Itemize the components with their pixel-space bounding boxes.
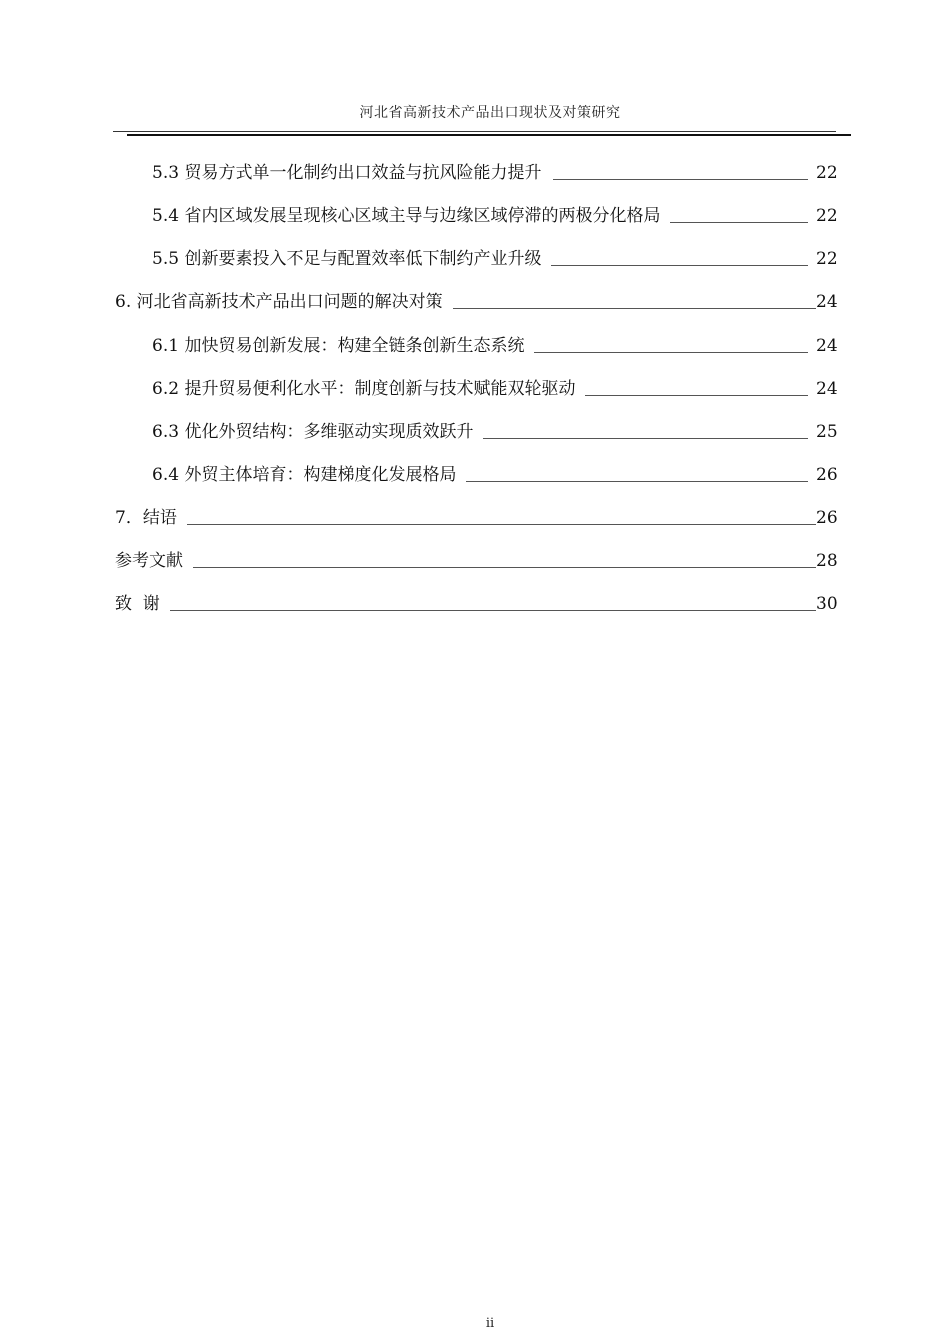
page-footer-number: ii — [485, 1316, 495, 1331]
toc-leader-line — [534, 351, 808, 353]
toc-page-number: 30 — [816, 594, 838, 614]
toc-entry-label: 7．结语 — [115, 508, 177, 528]
toc-entry-5-4 — [152, 201, 836, 227]
toc-page-number: 24 — [816, 292, 838, 312]
toc-entry-label: 6. 河北省高新技术产品出口问题的解决对策 — [115, 292, 443, 312]
toc-leader-line — [466, 480, 808, 482]
toc-page-number: 22 — [816, 163, 838, 183]
running-header: 河北省高新技术产品出口现状及对策研究 — [359, 105, 621, 121]
toc-entry-chapter-6 — [115, 287, 836, 313]
toc-entry-label: 6.3 优化外贸结构：多维驱动实现质效跃升 — [152, 422, 474, 442]
toc-leader-line — [170, 609, 816, 611]
toc-page-number: 26 — [816, 465, 838, 485]
toc-entry-label: 6.1 加快贸易创新发展：构建全链条创新生态系统 — [152, 336, 525, 356]
toc-leader-line — [187, 523, 816, 525]
toc-entry-label: 5.4 省内区域发展呈现核心区域主导与边缘区域停滞的两极分化格局 — [152, 206, 661, 226]
toc-entry-5-5 — [152, 244, 836, 270]
toc-leader-line — [483, 437, 808, 439]
toc-page-number: 25 — [816, 422, 838, 442]
toc-entry-references — [115, 546, 836, 572]
toc-entry-label: 6.2 提升贸易便利化水平：制度创新与技术赋能双轮驱动 — [152, 379, 576, 399]
toc-entry-label: 6.4 外贸主体培育：构建梯度化发展格局 — [152, 465, 457, 485]
toc-entry-chapter-7 — [115, 503, 836, 529]
toc-page-number: 22 — [816, 206, 838, 226]
toc-entry-label: 5.5 创新要素投入不足与配置效率低下制约产业升级 — [152, 249, 542, 269]
toc-leader-line — [670, 221, 808, 223]
toc-entry-label: 参考文献 — [115, 551, 183, 571]
toc-page-number: 28 — [816, 551, 838, 571]
toc-page-number: 24 — [816, 336, 838, 356]
toc-entry-6-4 — [152, 460, 836, 486]
toc-entry-6-2 — [152, 374, 836, 400]
toc-leader-line — [551, 264, 808, 266]
toc-entry-6-3 — [152, 417, 836, 443]
toc-entry-6-1 — [152, 331, 836, 357]
toc-entry-label: 致 谢 — [115, 594, 160, 614]
toc-page-number: 24 — [816, 379, 838, 399]
toc-leader-line — [453, 307, 816, 309]
toc-entry-label: 5.3 贸易方式单一化制约出口效益与抗风险能力提升 — [152, 163, 542, 183]
toc-leader-line — [585, 394, 808, 396]
toc-page-number: 22 — [816, 249, 838, 269]
toc-leader-line — [193, 566, 816, 568]
toc-leader-line — [553, 178, 808, 180]
toc-page-number: 26 — [816, 508, 838, 528]
toc-entry-5-3 — [152, 158, 836, 184]
toc-entry-acknowledgements — [115, 589, 836, 615]
